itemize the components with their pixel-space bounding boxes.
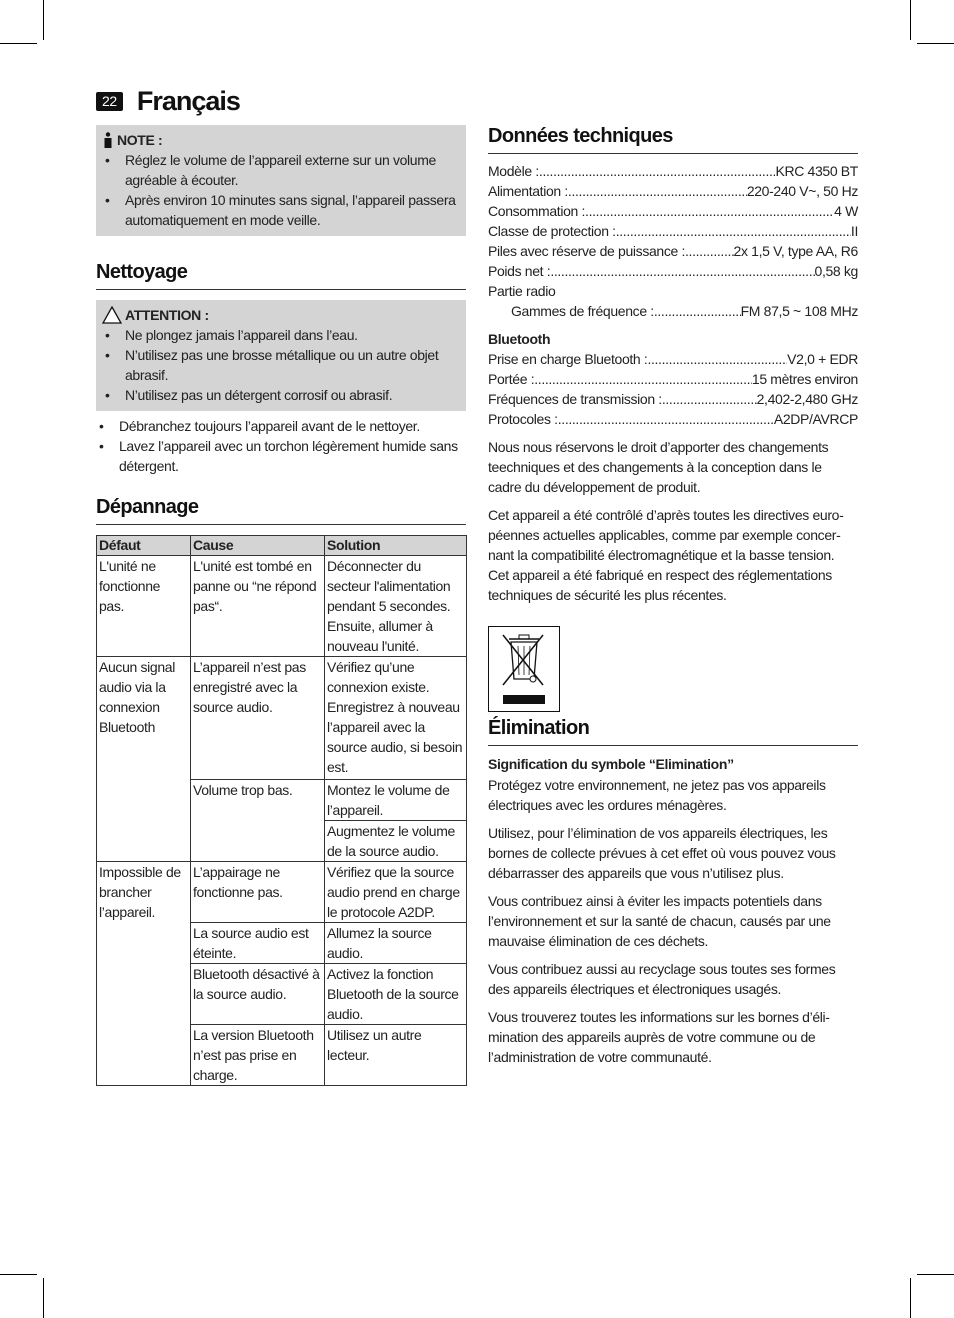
radio-label: Partie radio [488, 283, 556, 299]
section-heading-nettoyage: Nettoyage [96, 261, 466, 290]
spec-row: Fréquences de transmission : ..... 2,402-2,480 GHz [488, 389, 858, 409]
spec-row: Gammes de fréquence : ..... FM 87,5 ~ 108 MHz [488, 301, 858, 321]
paragraph: Utilisez, pour l’élimination de vos appareils électriques, les bornes de collecte prévues à cet effet où vous pouvez vous débarrasser des appareils que vous n’utilisez plus. [488, 825, 836, 881]
table-cell-defaut: Impossible de brancher l’appareil. [97, 862, 191, 1086]
table-cell-solution: Utilisez un autre lecteur. [325, 1025, 467, 1086]
paragraph: Vous contribuez aussi au recyclage sous toutes ses formes des appareils électriques et électroniques usagés. [488, 961, 836, 997]
table-cell-cause: Volume trop bas. [191, 780, 325, 862]
table-cell-defaut: Aucun signal audio via la connexion Bluetooth [97, 657, 191, 862]
subheading: Signification du symbole “Elimination” [488, 756, 734, 772]
attention-title: ATTENTION : [102, 305, 458, 325]
crop-mark [910, 0, 911, 40]
right-column [488, 125, 858, 1067]
table-cell-cause: L’appareil n’est pas enregistré avec la source audio. [191, 657, 325, 780]
table-cell-solution: Montez le volume de l’appareil. [325, 780, 467, 821]
table-cell-cause: Bluetooth désactivé à la source audio. [191, 964, 325, 1025]
paragraph: Protégez votre environnement, ne jetez pas vos appareils électriques avec les ordures ménagères. [488, 777, 826, 813]
spec-row: Piles avec réserve de puissance : ..... 2x 1,5 V, type AA, R6 [488, 241, 858, 261]
attention-box [96, 300, 466, 411]
troubleshooting-table [96, 535, 467, 1086]
list-item: • Débranchez toujours l’appareil avant de le nettoyer. [96, 416, 466, 436]
crop-mark [910, 1278, 911, 1318]
crop-mark [917, 1274, 954, 1275]
info-icon [102, 132, 114, 148]
bluetooth-heading: Bluetooth [488, 331, 551, 347]
table-cell-defaut: L'unité ne fonctionne pas. [97, 556, 191, 657]
spec-list [488, 161, 858, 321]
crop-mark [43, 0, 44, 40]
table-row [97, 862, 467, 923]
list-item: • Réglez le volume de l’appareil externe sur un volume agréable à écouter. [102, 150, 458, 190]
bt-spec-list [488, 349, 858, 429]
section-heading-donnees: Données techniques [488, 125, 858, 154]
page-header [96, 86, 240, 117]
list-item: • Ne plongez jamais l’appareil dans l’eau. [102, 325, 458, 345]
spec-row: Protocoles : ..... A2DP/AVRCP [488, 409, 858, 429]
table-cell-solution: Augmentez le volume de la source audio. [325, 821, 467, 862]
weee-symbol [488, 626, 560, 712]
cleaning-list [96, 416, 466, 476]
note-title: NOTE : [102, 130, 458, 150]
crop-mark [0, 1274, 37, 1275]
table-cell-solution: Activez la fonction Bluetooth de la source audio. [325, 964, 467, 1025]
paragraph: Vous trouverez toutes les informations sur les bornes d’éli-mination des appareils auprès de votre commune ou de l’administration de votre communauté. [488, 1009, 830, 1065]
warning-icon [102, 306, 122, 324]
table-cell-solution: Allumez la source audio. [325, 923, 467, 964]
table-header-row [97, 536, 467, 556]
list-item: • N’utilisez pas un détergent corrosif ou abrasif. [102, 385, 458, 405]
spec-row: Classe de protection : ..... II [488, 221, 858, 241]
attention-list [102, 325, 458, 405]
table-row [97, 657, 467, 780]
page-number: 22 [96, 92, 123, 111]
spec-row: Alimentation : ..... 220-240 V~, 50 Hz [488, 181, 858, 201]
paragraph: Cet appareil a été contrôlé d’après toutes les directives euro-péennes actuelles applicables, comme par exemple concer-nant la compatibilité électromagnétique et la basse tension. Cet appareil a été fabriqué en respect des réglementations techniques de sécurité les plus récentes. [488, 507, 844, 603]
table-row [97, 556, 467, 657]
table-cell-solution: Vérifiez qu’une connexion existe. Enregistrez à nouveau l’appareil avec la source audio, si besoin est. [325, 657, 467, 780]
spec-row: Modèle : ..... KRC 4350 BT [488, 161, 858, 181]
table-header-cell: Solution [325, 536, 467, 556]
list-item: • N’utilisez pas une brosse métallique ou un autre objet abrasif. [102, 345, 458, 385]
list-item: • Après environ 10 minutes sans signal, l’appareil passera automatiquement en mode veille. [102, 190, 458, 230]
crop-mark [43, 1278, 44, 1318]
table-cell-cause: L'unité est tombé en panne ou “ne répond pas“. [191, 556, 325, 657]
table-cell-solution: Déconnecter du secteur l'alimentation pendant 5 secondes. Ensuite, allumer à nouveau l'unité. [325, 556, 467, 657]
spec-row: Prise en charge Bluetooth : ..... V2,0 + EDR [488, 349, 858, 369]
crossed-bin-icon [489, 627, 559, 711]
section-heading-elimination: Élimination [488, 717, 858, 746]
note-box [96, 125, 466, 236]
page-title: Français [136, 86, 240, 116]
table-header-cell: Cause [191, 536, 325, 556]
section-heading-depannage: Dépannage [96, 496, 466, 525]
table-header-cell: Défaut [97, 536, 191, 556]
paragraph: Vous contribuez ainsi à éviter les impacts potentiels dans l’environnement et sur la santé de chacun, causés par une mauvaise élimination de ces déchets. [488, 893, 831, 949]
spec-row: Poids net : ..... 0,58 kg [488, 261, 858, 281]
paragraph: Nous nous réservons le droit d’apporter des changements teechniques et des changements à la conception dans le cadre du développement de produit. [488, 439, 829, 495]
note-list [102, 150, 458, 230]
table-cell-cause: La version Bluetooth n’est pas prise en charge. [191, 1025, 325, 1086]
table-cell-cause: L’appairage ne fonctionne pas. [191, 862, 325, 923]
left-column [96, 125, 466, 1086]
list-item: • Lavez l’appareil avec un torchon légèrement humide sans détergent. [96, 436, 466, 476]
table-cell-cause: La source audio est éteinte. [191, 923, 325, 964]
crop-mark [0, 43, 37, 44]
table-cell-solution: Vérifiez que la source audio prend en charge le protocole A2DP. [325, 862, 467, 923]
spec-row: Consommation : ..... 4 W [488, 201, 858, 221]
spec-row: Portée : ..... 15 mètres environ [488, 369, 858, 389]
crop-mark [917, 43, 954, 44]
